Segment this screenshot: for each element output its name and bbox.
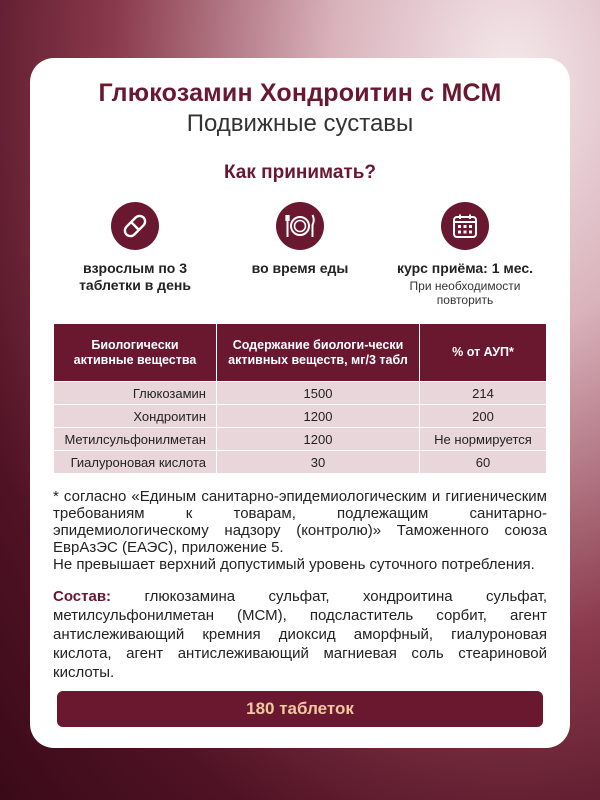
cell-content: 30 xyxy=(217,451,420,474)
calendar-icon xyxy=(441,202,489,250)
footnote-limit-text: Не превышает верхний допустимый уровень суточного потребления. xyxy=(53,556,535,573)
step-course xyxy=(385,202,545,307)
footnote xyxy=(53,488,547,573)
nutrient-table xyxy=(53,323,547,474)
cell-percent: Не нормируется xyxy=(420,428,547,451)
how-to-take-heading: Как принимать? xyxy=(223,162,377,183)
product-subtitle: Подвижные суставы xyxy=(186,110,414,137)
step-course-text: курс приёма: 1 мес. xyxy=(396,260,534,276)
step-course-note: При необходимости повторить xyxy=(409,279,521,307)
table-row xyxy=(54,428,547,451)
column-header-percent: % от АУП* xyxy=(420,324,547,382)
column-header-substance: Биологически активные вещества xyxy=(54,324,217,382)
cell-substance: Глюкозамин xyxy=(54,382,217,405)
step-dosage-text: взрослым по 3 таблетки в день xyxy=(79,260,191,293)
composition-text: глюкозамина сульфат, хондроитина сульфат, метилсульфонилметан (МСМ), подсластитель сорбит, агент антислеживающий кремния диоксид аморфный, гиалуроновая кислота, агент антислеживающий магниевая соль стеариновой кислоты. xyxy=(53,588,548,681)
cell-percent: 214 xyxy=(420,382,547,405)
cell-content: 1200 xyxy=(217,428,420,451)
product-card xyxy=(30,58,570,748)
cell-content: 1500 xyxy=(217,382,420,405)
cell-substance: Гиалуроновая кислота xyxy=(54,451,217,474)
plate-cutlery-icon xyxy=(276,202,324,250)
cell-percent: 200 xyxy=(420,405,547,428)
composition xyxy=(53,587,547,682)
tablet-count-badge: 180 таблеток xyxy=(57,691,543,727)
column-header-content: Содержание биологи-чески активных веществ, мг/3 табл xyxy=(217,324,420,382)
cell-substance: Метилсульфонилметан xyxy=(54,428,217,451)
table-row xyxy=(54,451,547,474)
pill-icon xyxy=(111,202,159,250)
step-dosage xyxy=(55,202,215,307)
step-meal-text: во время еды xyxy=(251,260,349,276)
step-meal xyxy=(220,202,380,307)
cell-content: 1200 xyxy=(217,405,420,428)
cell-percent: 60 xyxy=(420,451,547,474)
product-title: Глюкозамин Хондроитин с МСМ xyxy=(98,79,502,107)
table-row xyxy=(54,405,547,428)
footnote-text: * согласно «Единым санитарно-эпидемиологическим и гигиеническим требованиям к товарам, подлежащим санитарно-эпидемиологическому надзору (контролю)» Таможенного союза ЕврАзЭС (ЕАЭС), приложение 5. xyxy=(53,488,547,556)
composition-label: Состав: xyxy=(53,588,112,605)
cell-substance: Хондроитин xyxy=(54,405,217,428)
steps xyxy=(53,202,547,307)
table-header-row xyxy=(54,324,547,382)
table-row xyxy=(54,382,547,405)
